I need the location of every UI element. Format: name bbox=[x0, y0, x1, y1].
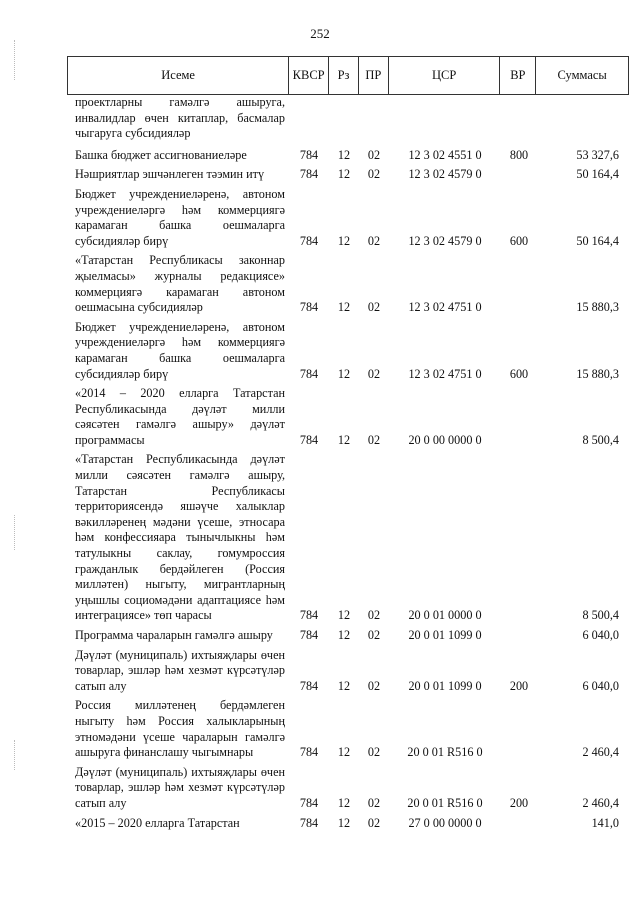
row-rz: 12 bbox=[337, 300, 351, 315]
row-name: Нәшриятлар эшчәнлеген тәэмин итү bbox=[75, 167, 265, 182]
row-pr: 02 bbox=[367, 678, 381, 693]
row-rz: 12 bbox=[337, 795, 351, 810]
table-row bbox=[67, 253, 629, 315]
row-rz: 12 bbox=[337, 432, 351, 447]
row-pr: 02 bbox=[367, 795, 381, 810]
row-csr: 20 0 01 0000 0 bbox=[408, 608, 482, 623]
row-sum: 2 460,4 bbox=[582, 745, 619, 760]
table-header bbox=[67, 56, 629, 95]
row-name: Башка бюджет ассигнованиеләре bbox=[75, 147, 247, 162]
row-csr: 12 3 02 4751 0 bbox=[408, 300, 482, 315]
row-csr: 20 0 01 R516 0 bbox=[407, 795, 483, 810]
row-csr: 12 3 02 4579 0 bbox=[408, 233, 482, 248]
row-pr bbox=[359, 95, 389, 142]
row-csr: 27 0 00 0000 0 bbox=[408, 815, 482, 830]
row-kvsr: 784 bbox=[299, 678, 319, 693]
row-name: Бюджет учреждениеләренә, автоном учреждениеләргә һәм коммерциягә карамаган башка оешмаларга субсидияләр бирү bbox=[75, 186, 285, 248]
row-csr: 12 3 02 4551 0 bbox=[408, 147, 482, 162]
row-name: Дәүләт (муниципаль) ихтыяҗлары өчен товарлар, эшләр һәм хезмәт күрсәтүләр сатып алу bbox=[75, 647, 285, 693]
row-kvsr: 784 bbox=[299, 628, 319, 642]
header-vr: ВР bbox=[500, 57, 536, 94]
row-rz: 12 bbox=[337, 366, 351, 381]
margin-mark bbox=[14, 740, 16, 770]
row-kvsr bbox=[289, 95, 329, 142]
table-row bbox=[67, 148, 629, 164]
table-row bbox=[67, 187, 629, 249]
row-pr: 02 bbox=[367, 167, 381, 182]
row-kvsr: 784 bbox=[299, 795, 319, 810]
row-vr: 800 bbox=[509, 147, 529, 162]
row-sum: 50 164,4 bbox=[576, 233, 619, 248]
row-csr: 20 0 00 0000 0 bbox=[408, 432, 482, 447]
table-row bbox=[67, 816, 629, 832]
row-vr bbox=[501, 698, 537, 760]
row-name: Бюджет учреждениеләренә, автоном учреждениеләргә һәм коммерциягә карамаган башка оешмаларга субсидияләр бирү bbox=[75, 319, 285, 381]
table-row bbox=[67, 452, 629, 624]
row-name: «Татарстан Республикасында дәүләт милли сәясәтен гамәлгә ашыру, Татарстан Республикасы территориясендә яшәүче халыклар вәкилләренең мәдәни үсеше, этносара һәм конфессияара тынычлыкны һәм татулыкны саклау, гомумроссия гражданлык бердәйлеген (Россия милләтен) ныгыту, мигрантларның уңышлы социомәдәни адаптациясе һәм интеграциясе» төп чарасы bbox=[75, 452, 285, 623]
row-vr bbox=[501, 95, 537, 142]
row-rz: 12 bbox=[337, 608, 351, 623]
table-row bbox=[67, 320, 629, 382]
row-vr: 200 bbox=[509, 795, 529, 810]
header-rz: Рз bbox=[329, 57, 359, 94]
row-pr: 02 bbox=[367, 815, 381, 830]
row-kvsr: 784 bbox=[299, 300, 319, 315]
budget-table-body bbox=[67, 95, 629, 831]
row-sum: 6 040,0 bbox=[582, 628, 619, 642]
row-csr: 20 0 01 R516 0 bbox=[407, 745, 483, 760]
row-vr: 600 bbox=[509, 233, 529, 248]
row-kvsr: 784 bbox=[299, 432, 319, 447]
margin-mark bbox=[14, 40, 16, 80]
row-vr: 200 bbox=[509, 678, 529, 693]
row-kvsr: 784 bbox=[299, 167, 319, 182]
row-vr bbox=[501, 816, 537, 832]
row-kvsr: 784 bbox=[299, 147, 319, 162]
table-row bbox=[67, 698, 629, 760]
row-name: «2014 – 2020 елларга Татарстан Республикасында дәүләт милли сәясәтен гамәлгә ашыру» дәүләт программасы bbox=[75, 386, 285, 447]
row-pr: 02 bbox=[367, 628, 381, 642]
row-pr: 02 bbox=[367, 745, 381, 760]
row-pr: 02 bbox=[367, 147, 381, 162]
row-kvsr: 784 bbox=[299, 366, 319, 381]
row-vr bbox=[501, 253, 537, 315]
table-row bbox=[67, 648, 629, 695]
row-vr bbox=[501, 452, 537, 624]
row-csr bbox=[389, 95, 501, 142]
header-sum: Суммасы bbox=[557, 68, 607, 82]
row-name: «Татарстан Республикасы законнар җыелмасы» журналы редакциясе» коммерциягә карамаган автоном оешмасына субсидияләр bbox=[75, 253, 285, 315]
row-csr: 20 0 01 1099 0 bbox=[408, 678, 482, 693]
row-sum: 53 327,6 bbox=[576, 147, 619, 162]
row-pr: 02 bbox=[367, 608, 381, 623]
row-sum: 8 500,4 bbox=[582, 432, 619, 447]
page-number: 252 bbox=[310, 26, 330, 41]
row-sum bbox=[537, 95, 629, 142]
row-name: Россия милләтенең бердәмлеген ныгыту һәм Россия халыкларының этномәдәни үсеше чараларын гамәлгә ашыруга финанслашу чыгымнары bbox=[75, 698, 285, 760]
margin-mark bbox=[14, 515, 16, 550]
row-name: «2015 – 2020 елларга Татарстан bbox=[75, 815, 240, 830]
row-kvsr: 784 bbox=[299, 233, 319, 248]
row-pr: 02 bbox=[367, 233, 381, 248]
row-rz: 12 bbox=[337, 233, 351, 248]
row-vr: 600 bbox=[509, 366, 529, 381]
row-pr: 02 bbox=[367, 366, 381, 381]
row-vr bbox=[501, 386, 537, 448]
table-row bbox=[67, 628, 629, 644]
row-sum: 8 500,4 bbox=[582, 608, 619, 623]
row-rz bbox=[329, 95, 359, 142]
row-sum: 2 460,4 bbox=[582, 795, 619, 810]
row-rz: 12 bbox=[337, 678, 351, 693]
row-pr: 02 bbox=[367, 300, 381, 315]
header-pr: ПР bbox=[359, 57, 389, 94]
row-name: Дәүләт (муниципаль) ихтыяҗлары өчен товарлар, эшләр һәм хезмәт күрсәтүләр сатып алу bbox=[75, 764, 285, 810]
header-csr: ЦСР bbox=[389, 57, 501, 94]
row-sum: 6 040,0 bbox=[582, 678, 619, 693]
row-name: Программа чараларын гамәлгә ашыру bbox=[75, 628, 273, 642]
row-sum: 15 880,3 bbox=[576, 366, 619, 381]
header-kvsr: КВСР bbox=[289, 57, 329, 94]
row-pr: 02 bbox=[367, 432, 381, 447]
header-name: Исеме bbox=[68, 57, 289, 94]
row-sum: 50 164,4 bbox=[576, 167, 619, 182]
row-vr bbox=[501, 167, 537, 183]
row-rz: 12 bbox=[337, 147, 351, 162]
row-kvsr: 784 bbox=[299, 815, 319, 830]
row-csr: 20 0 01 1099 0 bbox=[408, 628, 482, 642]
row-sum: 15 880,3 bbox=[576, 300, 619, 315]
row-rz: 12 bbox=[337, 167, 351, 182]
table-row bbox=[67, 167, 629, 183]
row-csr: 12 3 02 4579 0 bbox=[408, 167, 482, 182]
table-row bbox=[67, 765, 629, 812]
row-sum: 141,0 bbox=[591, 815, 619, 830]
row-kvsr: 784 bbox=[299, 745, 319, 760]
row-rz: 12 bbox=[337, 745, 351, 760]
row-rz: 12 bbox=[337, 815, 351, 830]
table-row bbox=[67, 386, 629, 448]
row-name: проектларны гамәлгә ашыруга, инвалидлар өчен китаплар, басмалар чыгаруга субсидияләр bbox=[75, 95, 285, 141]
table-row bbox=[67, 95, 629, 142]
row-csr: 12 3 02 4751 0 bbox=[408, 366, 482, 381]
row-rz: 12 bbox=[337, 628, 351, 642]
row-vr bbox=[501, 628, 537, 644]
row-kvsr: 784 bbox=[299, 608, 319, 623]
